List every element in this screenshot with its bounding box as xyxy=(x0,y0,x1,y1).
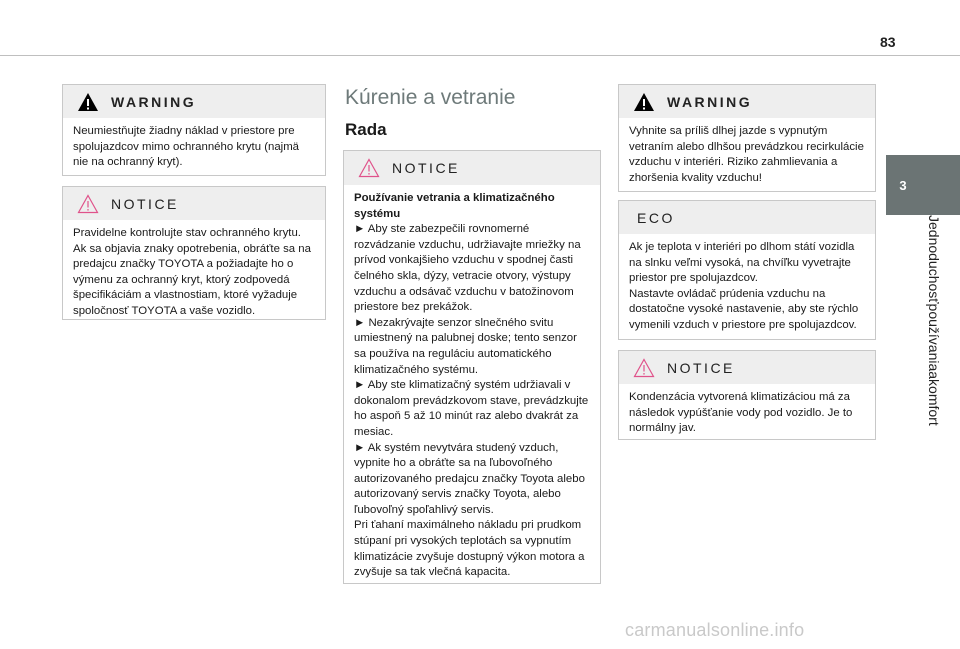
page-number: 83 xyxy=(880,34,896,50)
notice-header xyxy=(619,351,875,384)
notice-label: NOTICE xyxy=(111,195,179,212)
warning-header xyxy=(619,85,875,118)
notice-text: Kondenzácia vytvorená klimatizáciou má za následok vypúšťanie vody pod vozidlo. Je to normálny jav. xyxy=(629,391,853,435)
eco-box xyxy=(618,200,876,340)
header-rule xyxy=(0,55,960,56)
notice-label: NOTICE xyxy=(392,160,460,176)
watermark: carmanualsonline.info xyxy=(625,620,805,640)
section-title: Kúrenie a vetranie xyxy=(345,86,516,109)
chapter-title: Jednoduchosťpoužívaniaakomfort xyxy=(926,215,942,426)
notice-label: NOTICE xyxy=(667,359,735,376)
warning-text-container xyxy=(63,118,325,171)
notice-header xyxy=(344,151,600,185)
right-warning-box xyxy=(618,84,876,192)
warning-header xyxy=(63,85,325,118)
eco-paragraph: Ak je teplota v interiéri po dlhom státí vozidla na slnku veľmi vysoká, na chvíľku vyvetrajte priestor pre spolujazdcov. xyxy=(629,241,855,285)
section-subtitle: Rada xyxy=(345,120,387,139)
left-notice-box xyxy=(62,186,326,320)
warning-triangle-icon xyxy=(77,92,99,112)
notice-triangle-icon xyxy=(358,158,380,178)
notice-text: Pravidelne kontrolujte stav ochranného krytu. Ak sa objavia znaky opotrebenia, obráťte sa na predajcu značky TOYOTA a požiadajte ho o výmenu za ochranný kryt, ktorý zodpovedá špecifikáciám a vlastnostiam, ktoré vyžaduje spoločnosť TOYOTA a vaše vozidlo. xyxy=(73,227,311,317)
chapter-number: 3 xyxy=(899,177,907,193)
warning-text: Vyhnite sa príliš dlhej jazde s vypnutým vetraním alebo dlhšou prevádzkou recirkulácie vzduchu v interiéri. Riziko zahmlievania a zhoršenia kvality vzduchu! xyxy=(629,125,864,184)
notice-text-container xyxy=(619,384,875,437)
warning-text-container xyxy=(619,118,875,186)
warning-label: WARNING xyxy=(111,93,197,110)
notice-triangle-icon xyxy=(633,358,655,378)
eco-paragraph: Nastavte ovládač prúdenia vzduchu na dostatočne vysoké nastavenie, aby ste rýchlo vymenili vzduch v priestore pre spolujazdcov. xyxy=(629,287,859,331)
notice-text-container xyxy=(63,220,325,320)
notice-bullet: ► Aby ste klimatizačný systém udržiavali v dokonalom prevádzkovom stave, prevádzkujte ho aspoň 5 až 10 minút raz alebo dvakrát za mesiac. xyxy=(354,379,589,438)
notice-bullet: ► Aby ste zabezpečili rovnomerné rozvádzanie vzduchu, udržiavajte mriežky na prívod vonkajšieho vzduchu v spodnej časti čelného skla, dýzy, vetracie otvory, výstupy vzduchu a odsávač vzduchu v batožinovom priestore bez prekážok. xyxy=(354,223,581,314)
notice-triangle-icon xyxy=(77,194,99,214)
warning-label: WARNING xyxy=(667,93,753,110)
eco-label: ECO xyxy=(637,209,675,226)
warning-text: Neumiestňujte žiadny náklad v priestore pre spolujazdcov mimo ochranného krytu (najmä nie na ochranný kryt). xyxy=(73,125,300,169)
eco-text-container xyxy=(619,234,875,334)
warning-triangle-icon xyxy=(633,92,655,112)
eco-header xyxy=(619,201,875,234)
notice-header xyxy=(63,187,325,220)
notice-heading: Používanie vetrania a klimatizačného systému xyxy=(354,192,555,220)
left-warning-box xyxy=(62,84,326,176)
notice-body xyxy=(344,185,600,581)
notice-bullet: ► Nezakrývajte senzor slnečného svitu umiestnený na palubnej doske; tento senzor sa používa na reguláciu automatického klimatizačného systému. xyxy=(354,316,577,376)
chapter-tab[interactable] xyxy=(886,155,960,215)
notice-closing: Pri ťahaní maximálneho nákladu pri prudkom stúpaní pri vysokých teplotách sa vypnutím klimatizácie zvyšuje dostupný výkon motora a zvyšuje sa tak vlečná kapacita. xyxy=(354,519,585,579)
right-notice-box xyxy=(618,350,876,440)
notice-bullet: ► Ak systém nevytvára studený vzduch, vypnite ho a obráťte sa na ľubovoľného autorizovaného predajcu značky Toyota alebo autorizovaný servis značky Toyota, alebo ľubovoľný spoľahlivý servis. xyxy=(354,441,585,516)
middle-notice-box xyxy=(343,150,601,584)
